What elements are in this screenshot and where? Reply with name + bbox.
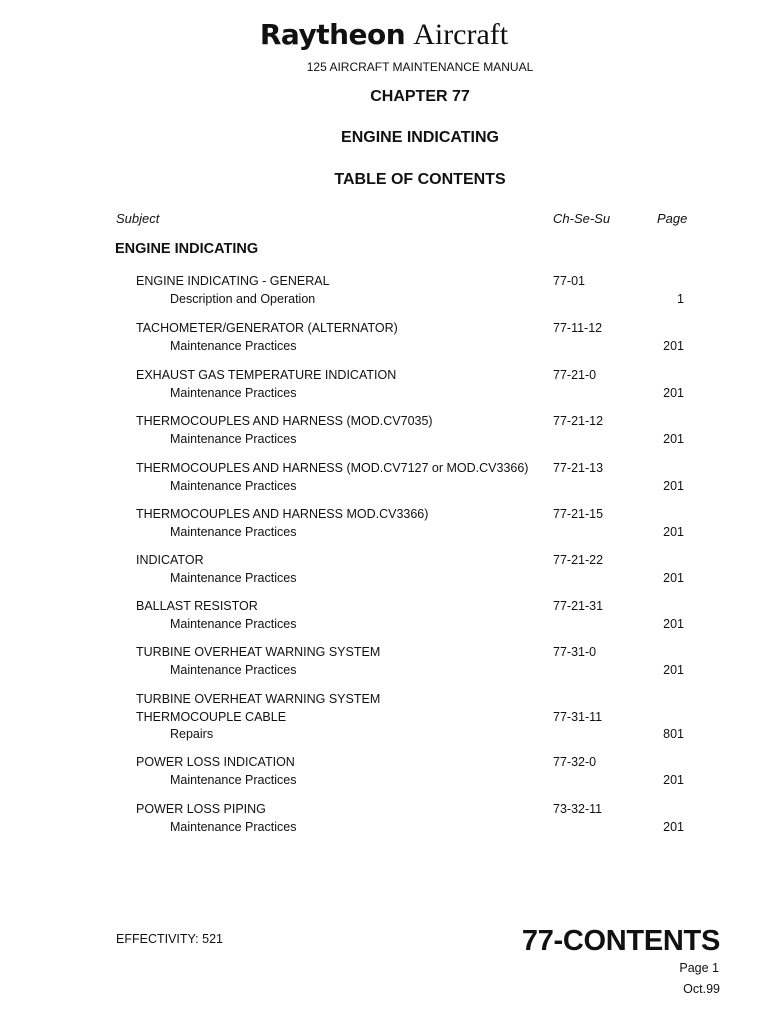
column-header-chsesu: Ch-Se-Su xyxy=(553,211,611,226)
toc-entry-subtopic: Maintenance Practices xyxy=(170,338,297,353)
toc-entry-page: 201 xyxy=(663,338,684,353)
toc-entry-page: 801 xyxy=(663,727,684,741)
toc-entry-subtopic: Description and Operation xyxy=(170,291,316,306)
toc-entry-chsesu: 77-21-0 xyxy=(553,368,597,382)
toc-entry-chsesu: 77-21-22 xyxy=(553,553,604,567)
toc-entry-subtopic: Maintenance Practices xyxy=(170,772,297,787)
toc-entry-page: 201 xyxy=(663,570,684,585)
toc-entry-page: 201 xyxy=(663,616,684,631)
toc-entry-title: TACHOMETER/GENERATOR (ALTERNATOR) xyxy=(136,321,398,335)
toc-entry-chsesu: 77-31-0 xyxy=(553,645,597,659)
toc-entry-chsesu: 77-21-13 xyxy=(553,461,604,475)
toc-entry-chsesu: 77-01 xyxy=(553,274,585,288)
toc-entry-page: 201 xyxy=(663,662,684,677)
toc-entry-subtopic: Maintenance Practices xyxy=(170,662,297,677)
toc-entry-subtopic: Repairs xyxy=(170,727,214,741)
toc-entry-title: TURBINE OVERHEAT WARNING SYSTEM xyxy=(136,692,381,706)
toc-entry-title: TURBINE OVERHEAT WARNING SYSTEM xyxy=(136,645,381,659)
toc-entry-title: INDICATOR xyxy=(136,553,204,567)
toc-entry-page: 201 xyxy=(663,478,684,493)
toc-entry-page: 201 xyxy=(663,385,684,400)
column-header-page: Page xyxy=(657,211,688,226)
toc-entry-subtopic: Maintenance Practices xyxy=(170,570,297,585)
toc-entry-subtopic: Maintenance Practices xyxy=(170,385,297,400)
toc-entry-title: BALLAST RESISTOR xyxy=(136,599,258,613)
page-number: Page 1 xyxy=(679,961,719,975)
toc-entry-page: 201 xyxy=(663,772,684,787)
toc-entry-title: POWER LOSS INDICATION xyxy=(136,755,295,769)
toc-entry-page: 201 xyxy=(663,431,684,446)
brand-suffix: Aircraft xyxy=(413,18,509,51)
document-id: 77-CONTENTS xyxy=(521,925,720,957)
toc-entry-chsesu: 73-32-11 xyxy=(553,802,603,816)
toc-entry-page: 201 xyxy=(663,819,684,834)
toc-entry-title: POWER LOSS PIPING xyxy=(136,802,266,816)
toc-entry-title: THERMOCOUPLES AND HARNESS (MOD.CV7035) xyxy=(136,414,433,428)
toc-entry-subtopic: Maintenance Practices xyxy=(170,524,297,539)
brand-name: Raytheon xyxy=(259,18,406,51)
toc-entry-chsesu: 77-32-0 xyxy=(553,755,597,769)
column-header-subject: Subject xyxy=(116,211,160,226)
toc-entry-chsesu: 77-21-31 xyxy=(553,599,604,613)
toc-entry-chsesu: 77-21-12 xyxy=(553,414,604,428)
manual-title: 125 AIRCRAFT MAINTENANCE MANUAL xyxy=(306,60,534,74)
toc-entry-page: 201 xyxy=(663,524,684,539)
toc-entry-subtopic: Maintenance Practices xyxy=(170,478,297,493)
toc-entry-title: THERMOCOUPLES AND HARNESS (MOD.CV7127 or MOD.CV3366) xyxy=(136,461,529,475)
toc-entry-chsesu: 77-21-15 xyxy=(553,507,604,521)
toc-entry-chsesu: 77-31-11 xyxy=(553,709,603,724)
chapter-title: ENGINE INDICATING xyxy=(341,129,499,146)
effectivity: EFFECTIVITY: 521 xyxy=(116,932,223,946)
toc-entry-page: 1 xyxy=(677,291,684,306)
toc-entry-title: EXHAUST GAS TEMPERATURE INDICATION xyxy=(136,368,397,382)
toc-entry-title: THERMOCOUPLE CABLE xyxy=(136,709,287,724)
toc-entry-subtopic: Maintenance Practices xyxy=(170,819,297,834)
toc-entry-chsesu: 77-11-12 xyxy=(553,321,603,335)
toc-entry-subtopic: Maintenance Practices xyxy=(170,431,297,446)
toc-heading: TABLE OF CONTENTS xyxy=(334,171,506,188)
chapter-heading: CHAPTER 77 xyxy=(370,88,470,105)
section-title: ENGINE INDICATING xyxy=(115,241,259,257)
toc-entry-title: THERMOCOUPLES AND HARNESS MOD.CV3366) xyxy=(136,507,429,521)
toc-entry-title: ENGINE INDICATING - GENERAL xyxy=(136,274,330,288)
toc-entry-subtopic: Maintenance Practices xyxy=(170,616,297,631)
revision-date: Oct.99 xyxy=(683,982,720,996)
